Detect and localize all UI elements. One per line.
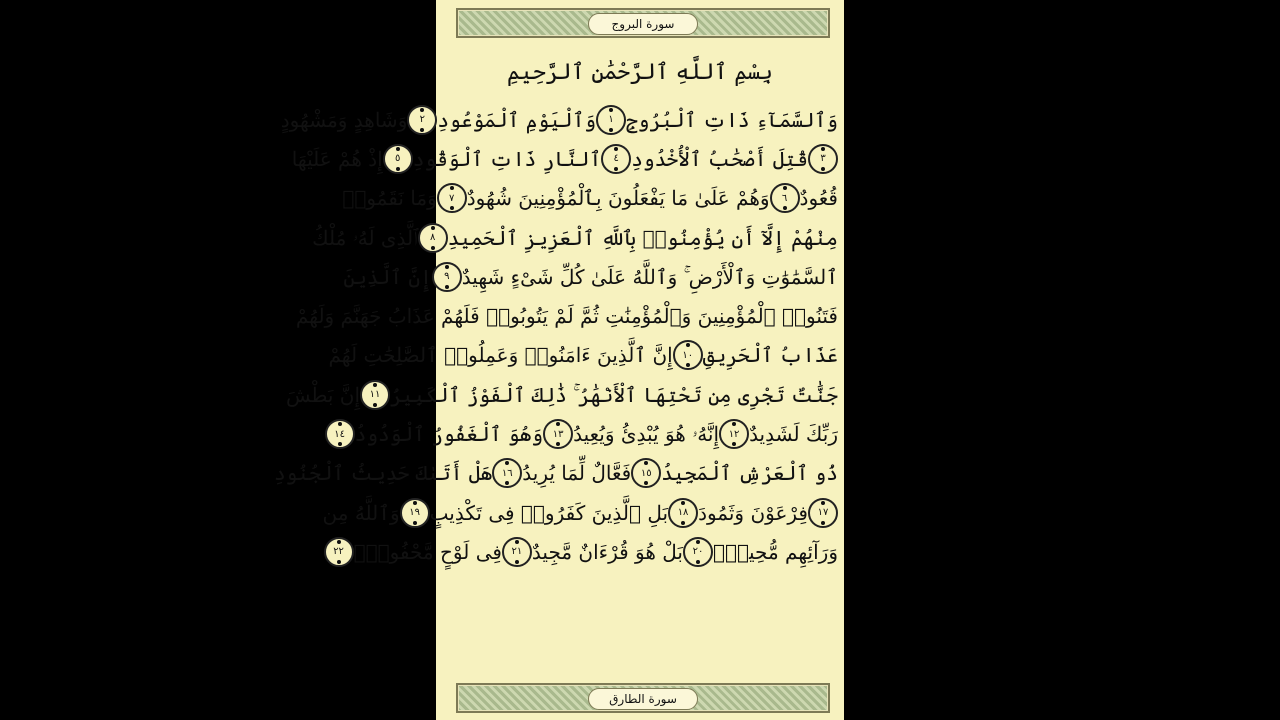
ayah-number-marker: ٥ — [383, 144, 413, 174]
verse-text: ٱلسَّمَٰوَٰتِ وَٱلْأَرْضِ ۚ وَٱللَّهُ عَلَىٰ كُلِّ شَىْءٍ شَهِيدٌ — [461, 264, 838, 289]
verse-line — [312, 218, 844, 257]
verse-text: قُتِلَ أَصْحَٰبُ ٱلْأُخْدُودِ — [631, 146, 808, 171]
verse-text: قُعُودٌ — [799, 186, 838, 211]
ayah-number-marker: ١٩ — [400, 498, 430, 528]
ayah-number-marker: ٧ — [437, 183, 467, 213]
verse-text: إِنَّ ٱلَّذِينَ — [343, 264, 432, 289]
verse-line — [285, 375, 844, 414]
ayah-number-marker: ١٤ — [325, 419, 355, 449]
verse-line — [273, 454, 844, 493]
verse-text: ٱلَّذِى لَهُۥ مُلْكُ — [312, 225, 418, 250]
verse-line — [328, 336, 844, 375]
verse-text: رَبِّكَ لَشَدِيدٌ — [749, 422, 838, 447]
verse-text: فَعَّالٌ لِّمَا يُرِيدُ — [522, 461, 632, 486]
verse-text: بَلِ ٱلَّذِينَ كَفَرُوا۟ فِى تَكْذِيبٍ — [429, 500, 669, 525]
ayah-number-marker: ٩ — [432, 262, 462, 292]
ayah-number-marker: ١٣ — [543, 419, 573, 449]
verse-line — [333, 532, 844, 571]
verse-text: عَذَابُ ٱلْحَرِيقِ — [702, 343, 838, 368]
ayah-number-marker: ٨ — [418, 223, 448, 253]
verse-lines — [273, 100, 844, 572]
verse-text: فَتَنُوا۟ ٱلْمُؤْمِنِينَ وَٱلْمُؤْمِنَٰتِ ثُمَّ لَمْ يَتُوبُوا۟ فَلَهُمْ عَذَابُ جَهَنَّمَ وَلَهُمْ — [295, 304, 838, 329]
verse-text: هَلْ أَتَىٰكَ حَدِيثُ ٱلْجُنُودِ — [273, 461, 493, 486]
verse-line — [295, 296, 844, 335]
ayah-number-marker: ٣ — [808, 144, 838, 174]
ayah-number-marker: ١ — [596, 105, 626, 135]
verse-text: وَهُوَ ٱلْغَفُورُ ٱلْوَدُودُ — [354, 422, 544, 447]
next-surah-title: سورة الطارق — [588, 688, 698, 710]
verse-text: جَنَّٰتٌ تَجْرِى مِن تَحْتِهَا ٱلْأَنْهَٰرُ ۚ ذَٰلِكَ ٱلْفَوْزُ ٱلْكَبِيرُ — [390, 382, 838, 407]
verse-text: ٱلنَّارِ ذَاتِ ٱلْوَقُودِ — [412, 146, 602, 171]
next-surah-banner — [456, 683, 830, 713]
ayah-number-marker: ٦ — [770, 183, 800, 213]
verse-text: إِنَّ ٱلَّذِينَ ءَامَنُوا۟ وَعَمِلُوا۟ ٱلصَّٰلِحَٰتِ لَهُمْ — [328, 343, 673, 368]
verse-line — [334, 414, 844, 453]
ayah-number-marker: ٢٠ — [683, 537, 713, 567]
ayah-number-marker: ٢٢ — [324, 537, 354, 567]
basmala: بِسْمِ ٱللَّهِ ٱلرَّحْمَٰنِ ٱلرَّحِيمِ — [507, 59, 773, 85]
verse-text: وَشَاهِدٍ وَمَشْهُودٍ — [280, 107, 408, 132]
verse-text: فِرْعَوْنَ وَثَمُودَ — [698, 500, 808, 525]
verse-line — [291, 139, 844, 178]
verse-text: وَٱللَّهُ مِن — [322, 500, 400, 525]
ayah-number-marker: ١٦ — [492, 458, 522, 488]
surah-header-banner — [456, 8, 830, 38]
verse-text: وَهُمْ عَلَىٰ مَا يَفْعَلُونَ بِٱلْمُؤْمِنِينَ شُهُودٌ — [466, 186, 770, 211]
ayah-number-marker: ٢١ — [502, 537, 532, 567]
verse-text: إِنَّهُۥ هُوَ يُبْدِئُ وَيُعِيدُ — [573, 422, 720, 447]
ayah-number-marker: ١٢ — [719, 419, 749, 449]
surah-title: سورة البروج — [588, 13, 698, 35]
mushaf-page — [273, 0, 844, 720]
verse-text: إِذْ هُمْ عَلَيْهَا — [291, 146, 383, 171]
verse-line — [343, 257, 844, 296]
ayah-number-marker: ١٧ — [808, 498, 838, 528]
ayah-number-marker: ١٥ — [631, 458, 661, 488]
verse-line — [322, 493, 844, 532]
ayah-number-marker: ٤ — [601, 144, 631, 174]
verse-text: ذُو ٱلْعَرْشِ ٱلْمَجِيدُ — [661, 461, 838, 486]
ayah-number-marker: ١١ — [360, 380, 390, 410]
verse-text: بَلْ هُوَ قُرْءَانٌ مَّجِيدٌ — [531, 539, 683, 564]
verse-line — [342, 179, 844, 218]
ayah-number-marker: ١٨ — [668, 498, 698, 528]
verse-line — [280, 100, 844, 139]
ayah-number-marker: ٢ — [407, 105, 437, 135]
verse-text: وَرَآئِهِم مُّحِيطٌۢ — [713, 539, 838, 564]
verse-text: وَٱلْيَوْمِ ٱلْمَوْعُودِ — [437, 107, 597, 132]
verse-text: مِنْهُمْ إِلَّآ أَن يُؤْمِنُوا۟ بِٱللَّهِ ٱلْعَزِيزِ ٱلْحَمِيدِ — [447, 225, 838, 250]
ayah-number-marker: ١٠ — [673, 340, 703, 370]
verse-text: وَمَا نَقَمُوا۟ — [342, 186, 437, 211]
verse-text: وَٱلسَّمَآءِ ذَاتِ ٱلْبُرُوجِ — [626, 107, 838, 132]
verse-text: إِنَّ بَطْشَ — [285, 382, 361, 407]
verse-text: فِى لَوْحٍ مَّحْفُوظٍۭ — [353, 539, 502, 564]
